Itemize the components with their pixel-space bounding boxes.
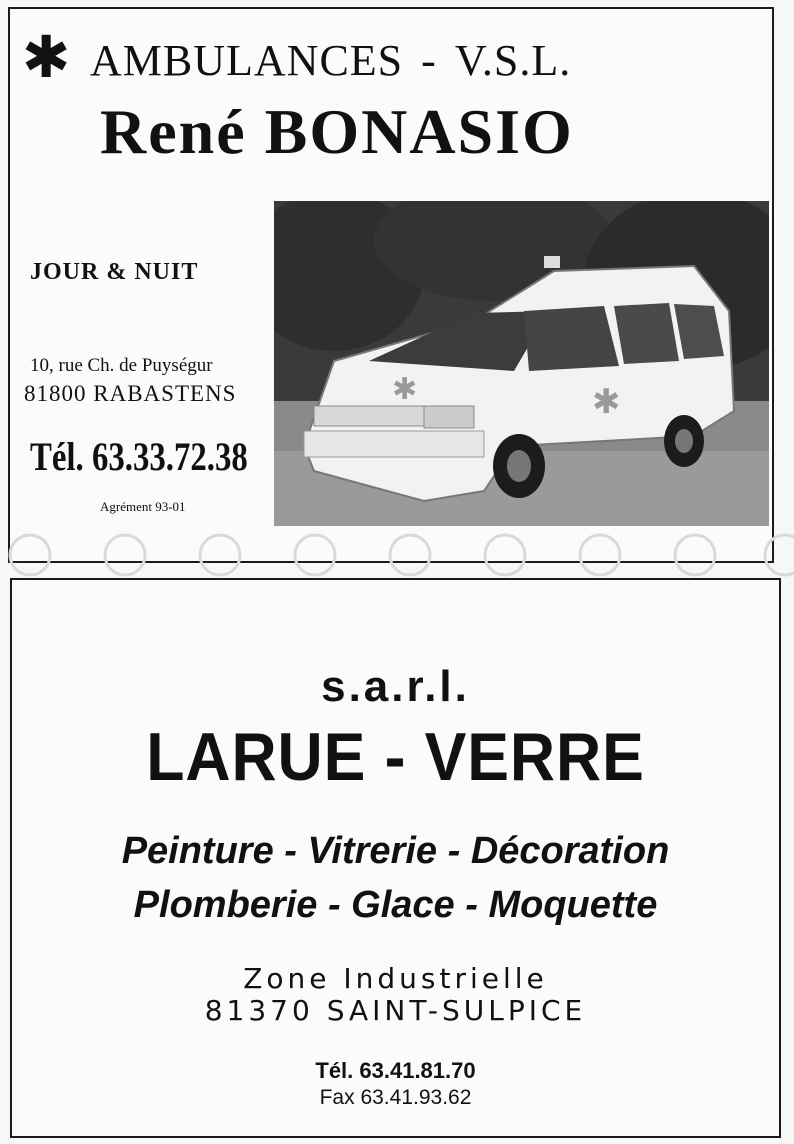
city-label: 81370 SAINT-SULPICE xyxy=(204,994,587,1027)
zone-label: Zone Industrielle xyxy=(243,962,548,995)
company-form: s.a.r.l. xyxy=(321,662,470,711)
company-name: LARUE - VERRE xyxy=(146,719,645,795)
glass-fax: Fax 63.41.93.62 xyxy=(319,1086,472,1109)
services-line-2: Plomberie - Glace - Moquette xyxy=(133,884,658,926)
owner-name: René BONASIO xyxy=(100,96,574,167)
hours-label: JOUR & NUIT xyxy=(30,259,199,285)
heading-separator: - xyxy=(421,36,437,85)
glass-phone: Tél. 63.41.81.70 xyxy=(315,1058,476,1083)
vsl-label: V.S.L. xyxy=(454,36,572,85)
address-street: 10, rue Ch. de Puységur xyxy=(30,355,213,376)
address-city: 81800 RABASTENS xyxy=(24,381,237,406)
approval-number: Agrément 93-01 xyxy=(100,499,186,514)
svg-text:✱: ✱ xyxy=(592,382,621,422)
ambulance-photo xyxy=(274,201,769,526)
ambulance-ad xyxy=(8,7,774,563)
services-line-1: Peinture - Vitrerie - Décoration xyxy=(121,830,670,872)
star-of-life-icon: ✱ xyxy=(21,23,71,91)
ambulance-phone: Tél. 63.33.72.38 xyxy=(30,434,248,479)
larue-verre-ad xyxy=(10,578,781,1138)
svg-text:✱: ✱ xyxy=(392,372,418,407)
ambulance-heading xyxy=(90,35,571,86)
ambulances-label: AMBULANCES xyxy=(90,36,404,85)
